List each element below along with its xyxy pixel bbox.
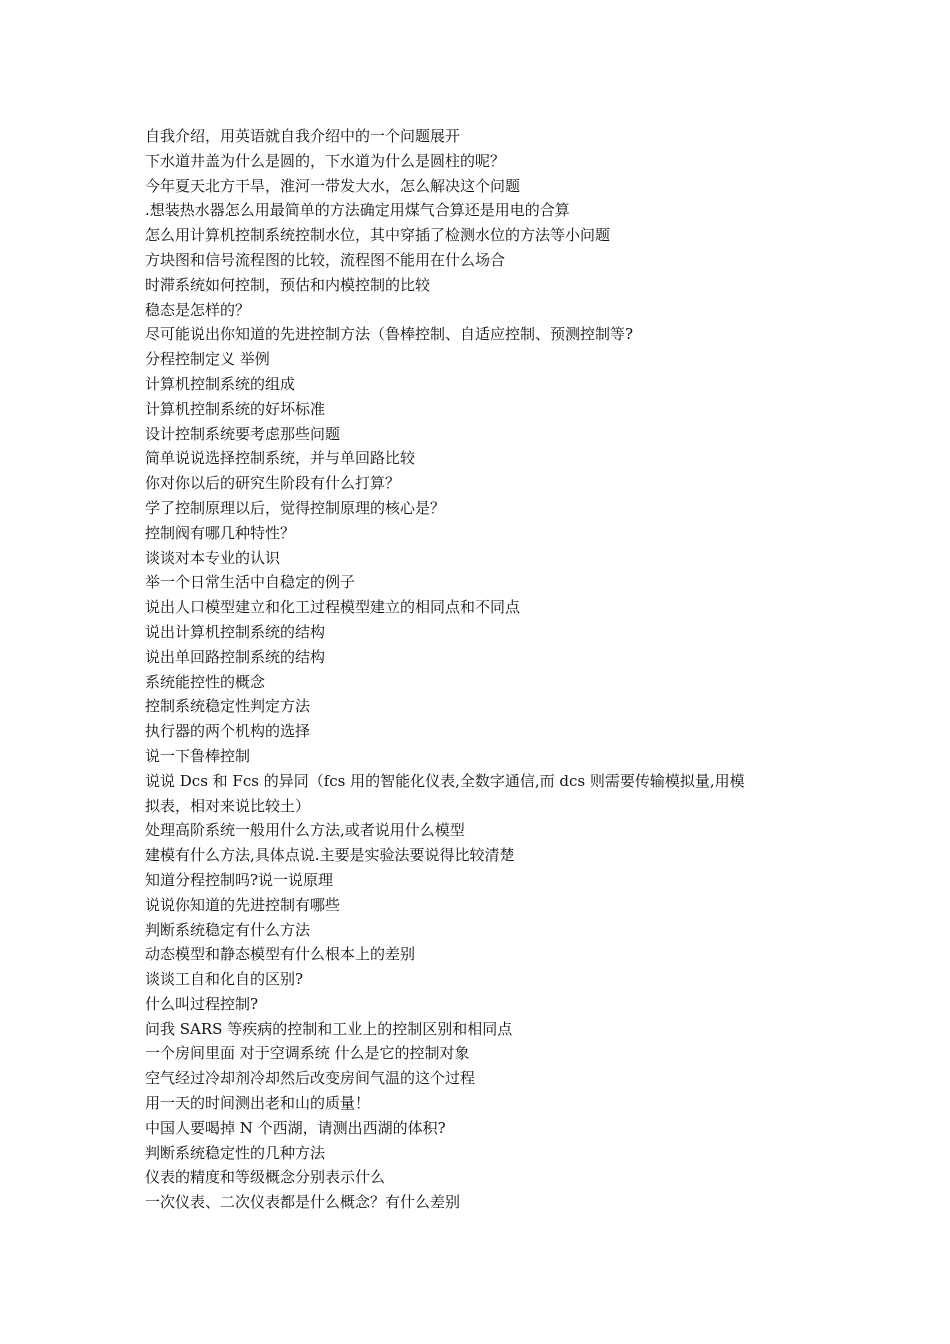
- text-line: 计算机控制系统的组成: [145, 374, 296, 393]
- text-line: .想装热水器怎么用最简单的方法确定用煤气合算还是用电的合算: [145, 201, 570, 220]
- text-line: 简单说说选择控制系统，并与单回路比较: [145, 449, 416, 468]
- text-line: 一次仪表、二次仪表都是什么概念？有什么差别: [145, 1193, 461, 1212]
- text-line: 学了控制原理以后，觉得控制原理的核心是？: [145, 498, 446, 517]
- text-line: 仪表的精度和等级概念分别表示什么: [145, 1168, 386, 1187]
- text-line: 说出人口模型建立和化工过程模型建立的相同点和不同点: [145, 598, 521, 617]
- text-line: 怎么用计算机控制系统控制水位，其中穿插了检测水位的方法等小问题: [145, 226, 611, 245]
- text-line: 判断系统稳定性的几种方法: [145, 1143, 326, 1162]
- text-line: 计算机控制系统的好坏标准: [145, 399, 326, 418]
- text-line: 谈谈工自和化自的区别?: [145, 970, 304, 989]
- text-line: 设计控制系统要考虑那些问题: [145, 424, 341, 443]
- text-line: 稳态是怎样的？: [145, 300, 251, 319]
- text-line: 空气经过冷却剂冷却然后改变房间气温的这个过程: [145, 1069, 476, 1088]
- text-line: 一个房间里面 对于空调系统 什么是它的控制对象: [145, 1044, 470, 1063]
- text-line: 说出计算机控制系统的结构: [145, 622, 326, 641]
- text-line: 用一天的时间测出老和山的质量！: [145, 1094, 371, 1113]
- text-line: 拟表，相对来说比较土）: [145, 796, 311, 815]
- document-body: [145, 124, 785, 1215]
- text-line: 分程控制定义 举例: [145, 350, 270, 369]
- text-line: 自我介绍，用英语就自我介绍中的一个问题展开: [145, 127, 461, 145]
- text-line: 系统能控性的概念: [145, 672, 266, 691]
- text-line: 今年夏天北方干旱，淮河一带发大水，怎么解决这个问题: [145, 176, 521, 195]
- text-line: 控制阀有哪几种特性？: [145, 523, 296, 542]
- text-line: 建模有什么方法,具体点说.主要是实验法要说得比较清楚: [145, 846, 515, 865]
- text-line: 你对你以后的研究生阶段有什么打算？: [145, 474, 401, 493]
- text-line: 中国人要喝掉 N 个西湖，请测出西湖的体积?: [145, 1118, 446, 1137]
- text-line: 方块图和信号流程图的比较，流程图不能用在什么场合: [145, 250, 506, 269]
- text-line: 判断系统稳定有什么方法: [145, 920, 311, 939]
- text-line: 说出单回路控制系统的结构: [145, 647, 326, 666]
- text-line: 说一下鲁棒控制: [145, 746, 251, 765]
- text-line: 尽可能说出你知道的先进控制方法（鲁棒控制、自适应控制、预测控制等?: [145, 325, 634, 344]
- text-line: 什么叫过程控制?: [145, 994, 259, 1013]
- text-line: 说说 Dcs 和 Fcs 的异同（fcs 用的智能化仪表,全数字通信,而 dcs 则需要传输模拟量,用模: [145, 771, 745, 790]
- text-line: 动态模型和静态模型有什么根本上的差别: [145, 945, 416, 964]
- text-line: 知道分程控制吗?说一说原理: [145, 870, 334, 889]
- text-line: 控制系统稳定性判定方法: [145, 697, 311, 716]
- text-line: 说说你知道的先进控制有哪些: [145, 895, 341, 914]
- text-line: 举一个日常生活中自稳定的例子: [145, 573, 356, 592]
- text-line: 问我 SARS 等疾病的控制和工业上的控制区别和相同点: [145, 1019, 513, 1038]
- text-line: 下水道井盖为什么是圆的，下水道为什么是圆柱的呢？: [145, 151, 506, 170]
- text-line: 处理高阶系统一般用什么方法,或者说用什么模型: [145, 821, 465, 840]
- text-line: 谈谈对本专业的认识: [145, 548, 281, 567]
- text-line: 时滞系统如何控制，预估和内模控制的比较: [145, 275, 431, 294]
- text-line: 执行器的两个机构的选择: [145, 722, 311, 741]
